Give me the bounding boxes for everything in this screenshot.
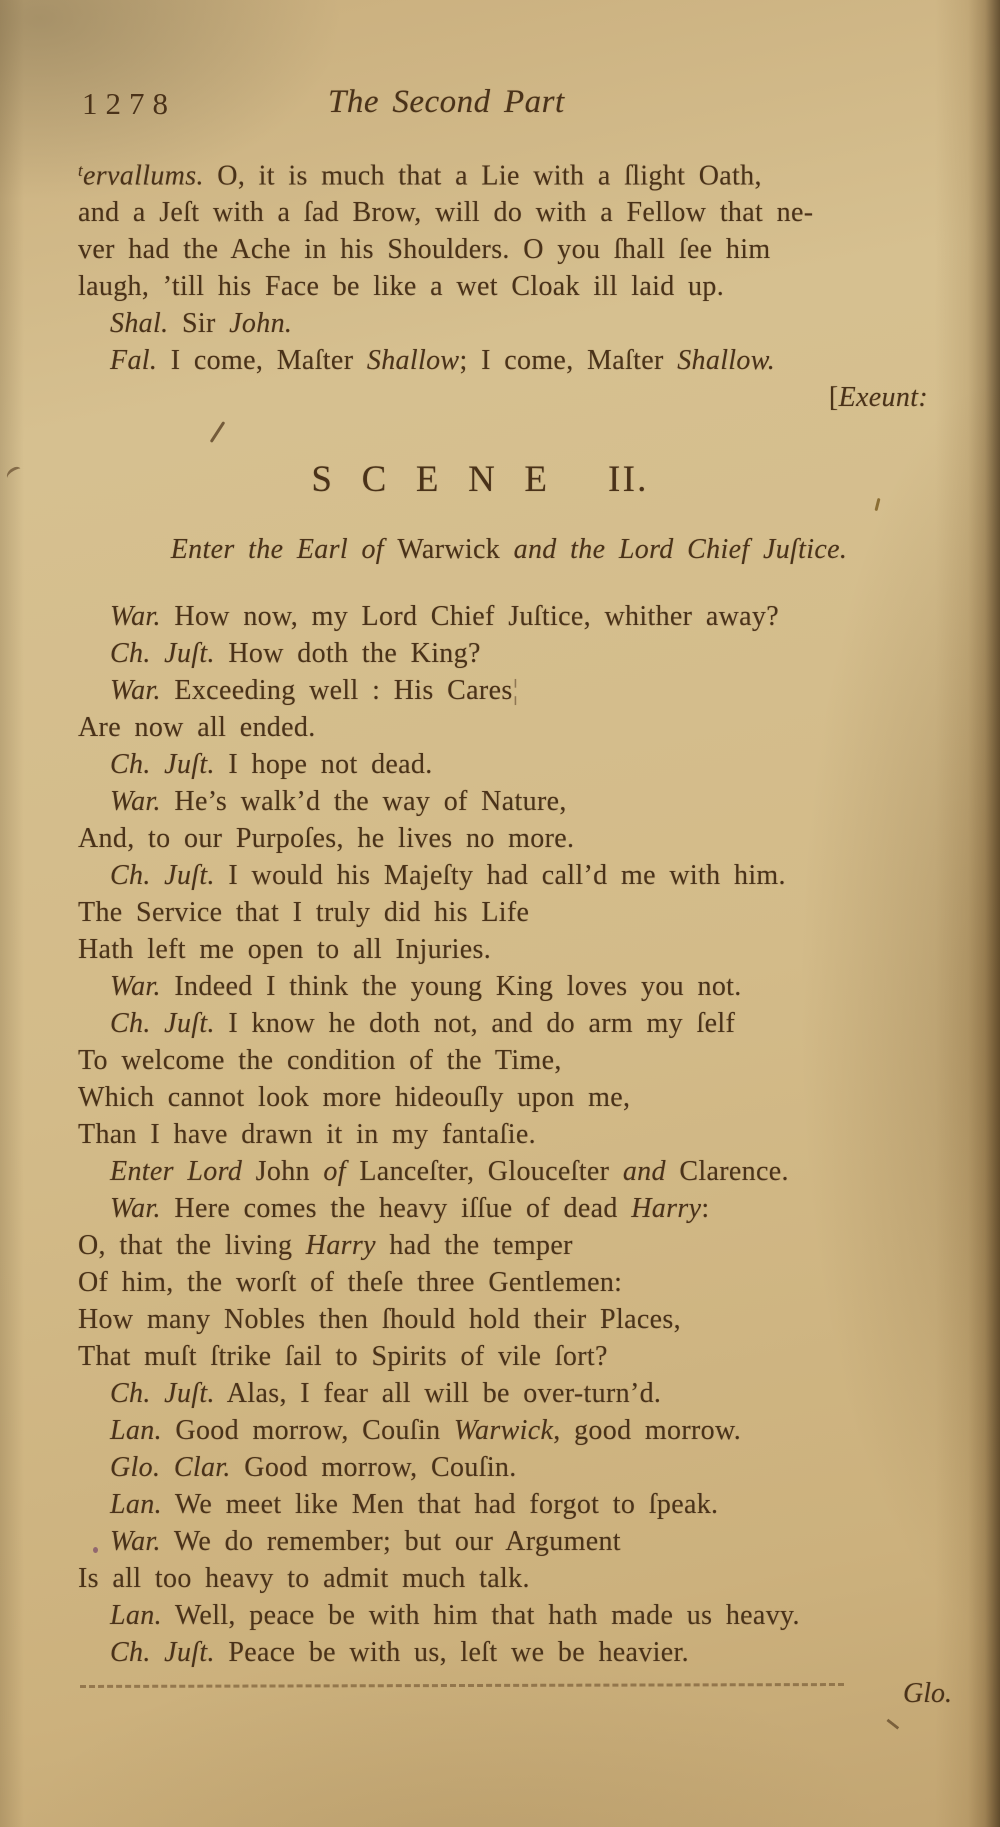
stage-direction: [78, 1153, 940, 1190]
stage-direction: [78, 531, 940, 568]
dialogue-line: [78, 746, 940, 783]
dialogue-line: [78, 1301, 940, 1338]
text-segment: Which cannot look more hideouſly upon me,: [78, 1082, 631, 1113]
page-header: [78, 84, 940, 128]
text-segment: Ch. Juſt.: [110, 1637, 215, 1668]
dialogue-line: [78, 1523, 940, 1560]
text-segment: War.: [110, 601, 161, 632]
text-segment: Well, peace be with him that hath made us heavy.: [161, 1600, 800, 1631]
text-segment: Fal.: [110, 345, 158, 377]
text-segment: I know he doth not, and do arm my ſelf: [214, 1008, 736, 1039]
dialogue-line: [78, 1412, 940, 1449]
text-segment: , good morrow.: [553, 1415, 742, 1446]
running-title: The Second Part: [328, 84, 565, 120]
text-segment: Ch. Juſt.: [110, 749, 215, 780]
text-segment: and the Lord Chief Juſtice.: [500, 534, 848, 565]
catchword: Glo.: [903, 1678, 952, 1709]
text-segment: of: [323, 1156, 360, 1187]
dialogue-line: [78, 1190, 940, 1227]
show-through-dashes: [80, 1683, 844, 1688]
dialogue-line: [78, 1486, 940, 1523]
text-segment: War.: [110, 786, 161, 817]
text-segment: Is all too heavy to admit much talk.: [78, 1563, 530, 1594]
text-segment: I hope not dead.: [214, 749, 433, 780]
prose-line: [78, 379, 940, 416]
dialogue-line: [78, 1597, 940, 1634]
text-segment: Harry: [631, 1193, 702, 1224]
dialogue-line: [78, 1634, 940, 1671]
prose-line: [78, 152, 940, 194]
dialogue-line: [78, 820, 940, 857]
text-segment: Ch. Juſt.: [110, 860, 215, 891]
text-segment: War.: [110, 1526, 161, 1557]
text-segment: John: [255, 1156, 324, 1187]
text-segment: Enter the Earl of: [170, 534, 398, 565]
text-segment: :: [701, 1193, 710, 1224]
text-segment: We meet like Men that had forgot to ſpeak.: [161, 1489, 719, 1520]
text-segment: Are now all ended.: [78, 712, 316, 743]
text-segment: Of him, the worſt of theſe three Gentlemen:: [78, 1267, 623, 1298]
text-segment: Ch. Juſt.: [110, 1378, 215, 1409]
text-segment: Here comes the heavy iſſue of dead: [160, 1193, 632, 1224]
scene-heading-numeral: II.: [608, 459, 649, 500]
text-segment: ver had the Ache in his Shoulders. O you ſhall ſee him: [78, 234, 771, 266]
dialogue-line: [78, 1338, 940, 1375]
ink-speck: [93, 1547, 98, 1553]
text-segment: Warwick: [397, 534, 501, 565]
text-segment: How now, my Lord Chief Juſtice, whither away?: [160, 601, 780, 632]
dialogue-line: [78, 635, 940, 672]
text-segment: War.: [110, 1193, 161, 1224]
ink-mark: [210, 421, 226, 443]
text-segment: Harry: [305, 1230, 376, 1261]
text-segment: Shal.: [110, 308, 169, 340]
dialogue-line: [78, 1079, 940, 1116]
text-segment: And, to our Purpoſes, he lives no more.: [78, 823, 575, 854]
text-segment: Alas, I fear all will be over-turn’d.: [214, 1378, 662, 1409]
text-segment: O, that the living: [78, 1230, 306, 1261]
text-segment: Peace be with us, leſt we be heavier.: [214, 1637, 689, 1668]
dialogue-line: [78, 894, 940, 931]
text-segment: The Service that I truly did his Life: [78, 897, 530, 928]
dialogue-line: [78, 1005, 940, 1042]
dialogue-line: [78, 857, 940, 894]
text-segment: He’s walk’d the way of Nature,: [160, 786, 567, 817]
dialogue-line: [78, 783, 940, 820]
scene-stage-direction: [78, 531, 940, 568]
text-segment: Ch. Juſt.: [110, 1008, 215, 1039]
dialogue-line: [78, 1449, 940, 1486]
text-segment: I come, Maſter: [157, 345, 367, 377]
text-segment: ¦: [512, 675, 519, 706]
text-segment: Exceeding well : His Cares: [160, 675, 513, 706]
text-segment: O, it is much that a Lie with a ſlight Oath,: [203, 160, 762, 192]
dialogue-passage: [78, 598, 940, 1671]
dialogue-line: [78, 1264, 940, 1301]
text-segment: John.: [229, 308, 293, 340]
text-segment: Indeed I think the young King loves you not.: [160, 971, 742, 1002]
dialogue-line: [78, 968, 940, 1005]
prose-line: [78, 268, 940, 305]
text-segment: Lan.: [110, 1600, 162, 1631]
text-segment: How doth the King?: [214, 638, 481, 669]
text-segment: Shallow: [366, 345, 460, 377]
dialogue-line: [78, 598, 940, 635]
text-segment: Than I have drawn it in my fantaſie.: [78, 1119, 536, 1150]
text-segment: War.: [110, 675, 161, 706]
text-segment: Lanceſter, Glouceſter: [359, 1156, 623, 1187]
text-segment: Sir: [168, 308, 230, 340]
prose-line: [78, 194, 940, 231]
text-segment: Lan.: [110, 1489, 162, 1520]
text-segment: Enter Lord: [110, 1156, 256, 1187]
opening-passage: [78, 152, 940, 416]
dialogue-line: [78, 672, 940, 709]
text-segment: Clarence.: [679, 1156, 789, 1187]
dialogue-line: [78, 709, 940, 746]
page-number: 1278: [82, 86, 176, 121]
text-segment: Warwick: [453, 1415, 554, 1446]
scene-heading-word: SCENE: [311, 459, 577, 500]
text-segment: Glo. Clar.: [110, 1452, 231, 1483]
text-segment: and a Jeſt with a ſad Brow, will do with a Fellow that ne-: [78, 197, 814, 229]
text-segment: To welcome the condition of the Time,: [78, 1045, 562, 1076]
text-segment: and: [622, 1156, 680, 1187]
scene-heading: [0, 458, 960, 501]
text-segment: I would his Majeſty had call’d me with him.: [214, 860, 786, 891]
text-segment: Shallow.: [677, 345, 776, 377]
text-segment: laugh, ’till his Face be like a wet Cloak ill laid up.: [78, 271, 725, 303]
dialogue-line: [78, 1116, 940, 1153]
text-segment: War.: [110, 971, 161, 1002]
dialogue-line: [78, 931, 940, 968]
dialogue-line: [78, 1375, 940, 1412]
text-segment: That muſt ſtrike ſail to Spirits of vile ſort?: [78, 1341, 608, 1372]
text-segment: [: [828, 382, 839, 414]
text-segment: We do remember; but our Argument: [160, 1526, 621, 1557]
text-segment: How many Nobles then ſhould hold their Places,: [78, 1304, 681, 1335]
text-segment: Good morrow, Couſin.: [230, 1452, 517, 1483]
prose-line: [78, 342, 940, 379]
text-segment: had the temper: [375, 1230, 573, 1261]
text-segment: ervallums.: [83, 160, 204, 192]
prose-line: [78, 231, 940, 268]
text-segment: ; I come, Maſter: [459, 345, 678, 377]
text-segment: t: [78, 161, 83, 180]
ink-mark: [883, 1719, 900, 1735]
dialogue-line: [78, 1042, 940, 1079]
text-segment: Hath left me open to all Injuries.: [78, 934, 492, 965]
text-segment: Good morrow, Couſin: [161, 1415, 454, 1446]
dialogue-line: [78, 1227, 940, 1264]
text-segment: Lan.: [110, 1415, 162, 1446]
dialogue-line: [78, 1560, 940, 1597]
prose-line: [78, 305, 940, 342]
text-segment: Exeunt:: [838, 382, 928, 414]
text-segment: Ch. Juſt.: [110, 638, 215, 669]
